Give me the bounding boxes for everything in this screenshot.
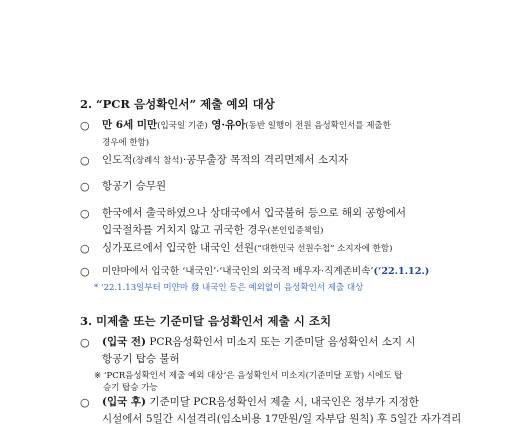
denied-entry-proof: (본인입증책임): [267, 226, 324, 236]
myanmar-main: 미얀마에서 입국한 ‘내국인’·‘내국인의 외국적 배우자·직계존비속’: [102, 266, 374, 277]
list-item-denied-entry: [80, 205, 490, 240]
after-entry-cont: 시설에서 5일간 시설격리(임소비용 17만원/일 자부담 원칙) 후 5일간 자가격리: [102, 413, 462, 425]
section-3-heading: 3. 미제출 또는 기준미달 음성확인서 제출 시 조치: [80, 314, 332, 328]
humanitarian-rest: ·공무출장 목적의 격리면제서 소지자: [182, 154, 349, 166]
singapore-note: (“대한민국 선원수첩” 소지자에 한함): [254, 244, 393, 254]
exception-note-line1: ※ ‘PCR음성확인서 제출 예외 대상’은 음성확인서 미소지(기준미달 포함) 시에도 탑: [94, 371, 403, 381]
after-entry-text: 기준미달 PCR음성확인서 제출 시, 내국인은 정부가 지정한: [146, 396, 419, 408]
list-item-crew: [80, 178, 490, 195]
list-item-after-entry: [80, 394, 490, 425]
before-entry-cont: 항공기 탑승 불허: [102, 353, 180, 365]
circle-bullet-icon: ○: [80, 154, 90, 167]
exception-note-line2: 승기 탑승 가능: [103, 383, 158, 393]
circle-bullet-icon: ○: [80, 207, 90, 220]
circle-bullet-icon: ○: [80, 336, 90, 349]
before-entry-label: (입국 전): [102, 336, 147, 348]
list-item-before-entry: [80, 334, 490, 368]
circle-bullet-icon: ○: [80, 265, 90, 278]
after-entry-label: (입국 후): [102, 396, 147, 408]
myanmar-note: * ’22.1.13일부터 미얀마 發 내국인 등은 예외없이 음성확인서 제출 대상: [94, 283, 364, 293]
denied-entry-line1: 한국에서 출국하였으나 상대국에서 입국불허 등으로 해외 공항에서: [102, 207, 407, 219]
humanitarian-note: (장례식 참석): [132, 156, 183, 166]
crew-text: 항공기 승무원: [102, 180, 167, 192]
circle-bullet-icon: ○: [80, 396, 90, 409]
under6-condition: (동반 일행이 전원 음성확인서를 제출한: [245, 121, 391, 131]
list-item-under6: [80, 117, 490, 152]
circle-bullet-icon: ○: [80, 119, 90, 132]
circle-bullet-icon: ○: [80, 242, 90, 255]
circle-bullet-icon: ○: [80, 180, 90, 193]
before-entry-text: PCR음성확인서 미소지 또는 기준미달 음성확인서 소지 시: [146, 336, 416, 348]
under6-basis: (입국일 기준): [157, 121, 208, 131]
under6-main: 만 6세 미만: [102, 119, 158, 131]
under6-infant: 영·유아: [207, 119, 246, 131]
humanitarian-main: 인도적: [102, 154, 133, 166]
list-item-myanmar: [80, 263, 490, 280]
section-2-heading: 2. “PCR 음성확인서” 제출 예외 대상: [80, 97, 275, 111]
list-item-singapore: [80, 240, 490, 258]
myanmar-date: (‘22.1.12.): [373, 266, 430, 277]
under6-condition-cont: 경우에 한함): [102, 138, 150, 148]
denied-entry-line2: 입국절차를 거치지 않고 귀국한 경우: [102, 224, 268, 236]
list-item-humanitarian: [80, 152, 490, 170]
singapore-main: 싱가포르에서 입국한 내국인 선원: [102, 242, 255, 254]
